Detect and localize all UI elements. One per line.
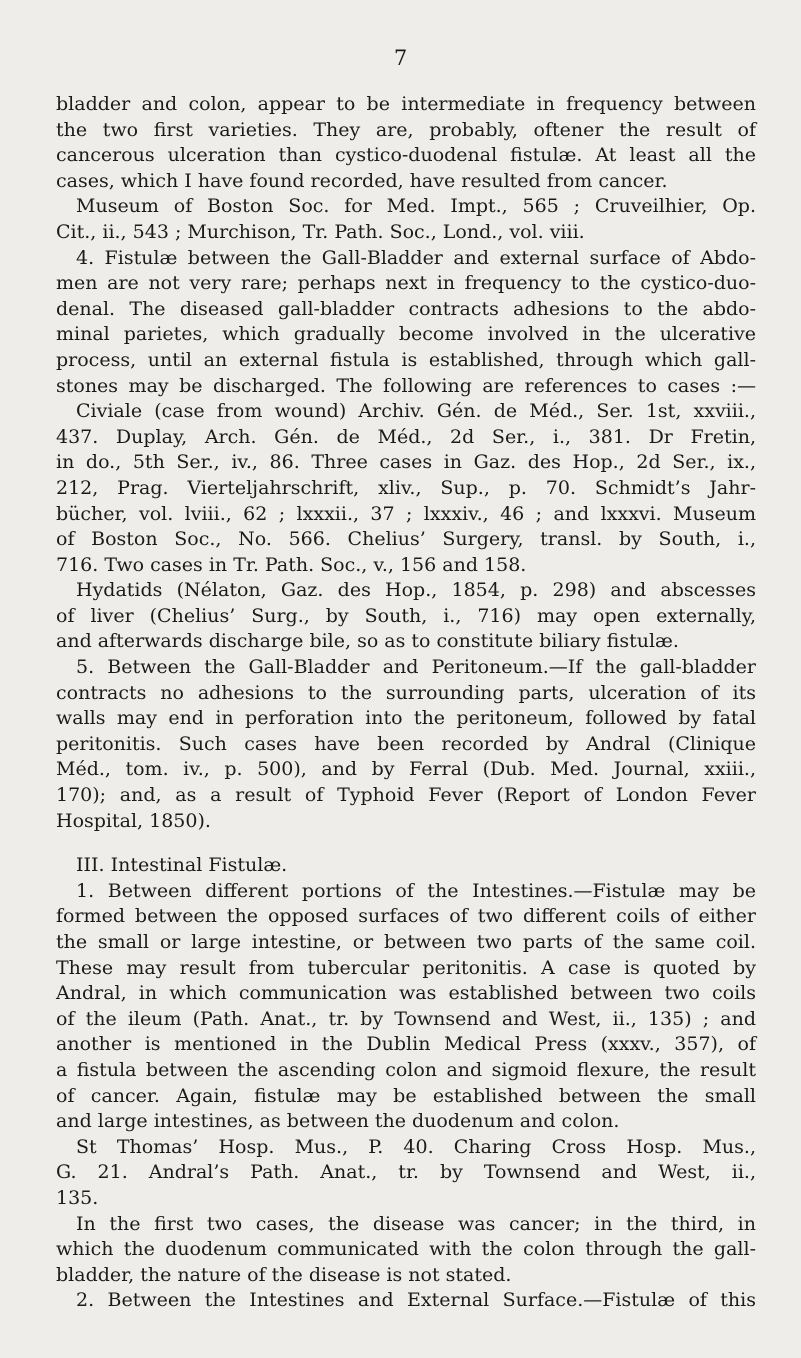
text-line: denal. The diseased gall-bladder contracts adhesions to the abdo- [56, 297, 756, 320]
text-line: 135. [56, 1186, 99, 1209]
text-line: 1. Between different portions of the Intestines.—Fistulæ may be [76, 879, 756, 902]
text-line: and large intestines, as between the duodenum and colon. [56, 1110, 620, 1133]
text-line: St Thomas’ Hosp. Mus., P. 40. Charing Cross Hosp. Mus., [76, 1135, 756, 1158]
text-line: These may result from tubercular peritonitis. A case is quoted by [56, 956, 756, 979]
text-line: In the first two cases, the disease was cancer; in the third, in [76, 1212, 756, 1235]
text-line: of Boston Soc., No. 566. Chelius’ Surgery, transl. by South, i., [56, 528, 756, 551]
text-line: 4. Fistulæ between the Gall-Bladder and external surface of Abdo- [76, 246, 756, 269]
text-line: 2. Between the Intestines and External Surface.—Fistulæ of this [76, 1289, 756, 1312]
text-line: Civiale (case from wound) Archiv. Gén. de Méd., Ser. 1st, xxviii., [76, 400, 756, 423]
text-line: cancerous ulceration than cystico-duodenal fistulæ. At least all the [56, 144, 756, 167]
text-line: formed between the opposed surfaces of two different coils of either [56, 905, 756, 928]
text-line: 5. Between the Gall-Bladder and Peritoneum.—If the gall-bladder [76, 656, 756, 679]
body-text [56, 92, 756, 1314]
text-line: bücher, vol. lviii., 62 ; lxxxii., 37 ; lxxxiv., 46 ; and lxxxvi. Museum [56, 502, 756, 525]
text-line: another is mentioned in the Dublin Medical Press (xxxv., 357), of [56, 1033, 756, 1056]
text-line: 716. Two cases in Tr. Path. Soc., v., 156 and 158. [56, 553, 527, 576]
text-line: bladder and colon, appear to be intermediate in frequency between [56, 93, 756, 115]
text-line: G. 21. Andral’s Path. Anat., tr. by Townsend and West, ii., [56, 1161, 756, 1184]
text-line: Hydatids (Nélaton, Gaz. des Hop., 1854, p. 298) and abscesses [76, 579, 756, 602]
text-line: III. Intestinal Fistulæ. [76, 854, 288, 877]
text-line: walls may end in perforation into the peritoneum, followed by fatal [56, 707, 756, 730]
text-line: process, until an external fistula is established, through which gall- [56, 348, 756, 371]
text-line: Andral, in which communication was established between two coils [56, 982, 756, 1005]
text-line: peritonitis. Such cases have been recorded by Andral (Clinique [56, 732, 756, 755]
text-line: of liver (Chelius’ Surg., by South, i., 716) may open externally, [56, 604, 756, 627]
text-line: Méd., tom. iv., p. 500), and by Ferral (Dub. Med. Journal, xxiii., [56, 758, 756, 781]
page-number: 7 [393, 46, 408, 70]
text-line: 212, Prag. Vierteljahrschrift, xliv., Sup., p. 70. Schmidt’s Jahr- [56, 476, 756, 499]
text-line: men are not very rare; perhaps next in frequency to the cystico-duo- [56, 272, 756, 295]
text-line: cases, which I have found recorded, have resulted from cancer. [56, 169, 668, 192]
text-line: 437. Duplay, Arch. Gén. de Méd., 2d Ser., i., 381. Dr Fretin, [56, 425, 756, 448]
text-line: stones may be discharged. The following are references to cases :— [56, 374, 756, 397]
text-line: Museum of Boston Soc. for Med. Impt., 565 ; Cruveilhier, Op. [76, 195, 756, 218]
text-line: 170); and, as a result of Typhoid Fever (Report of London Fever [56, 784, 756, 807]
text-line: the two first varieties. They are, probably, oftener the result of [56, 118, 756, 141]
text-line: a fistula between the ascending colon and sigmoid flexure, the result [56, 1058, 756, 1081]
text-line: bladder, the nature of the disease is not stated. [56, 1263, 512, 1286]
text-line: minal parietes, which gradually become involved in the ulcerative [56, 323, 756, 346]
text-line: in do., 5th Ser., iv., 86. Three cases in Gaz. des Hop., 2d Ser., ix., [56, 451, 756, 474]
text-line: and afterwards discharge bile, so as to constitute biliary fistulæ. [56, 630, 679, 653]
section-gap [56, 834, 756, 853]
text-line: the small or large intestine, or between two parts of the same coil. [56, 931, 756, 953]
text-line: Hospital, 1850). [56, 809, 211, 832]
text-line: of cancer. Again, fistulæ may be established between the small [56, 1084, 756, 1107]
text-line: Cit., ii., 543 ; Murchison, Tr. Path. Soc., Lond., vol. viii. [56, 220, 585, 243]
text-line: contracts no adhesions to the surrounding parts, ulceration of its [56, 681, 756, 704]
text-line: of the ileum (Path. Anat., tr. by Townsend and West, ii., 135) ; and [56, 1007, 756, 1030]
text-line: which the duodenum communicated with the colon through the gall- [56, 1238, 756, 1261]
